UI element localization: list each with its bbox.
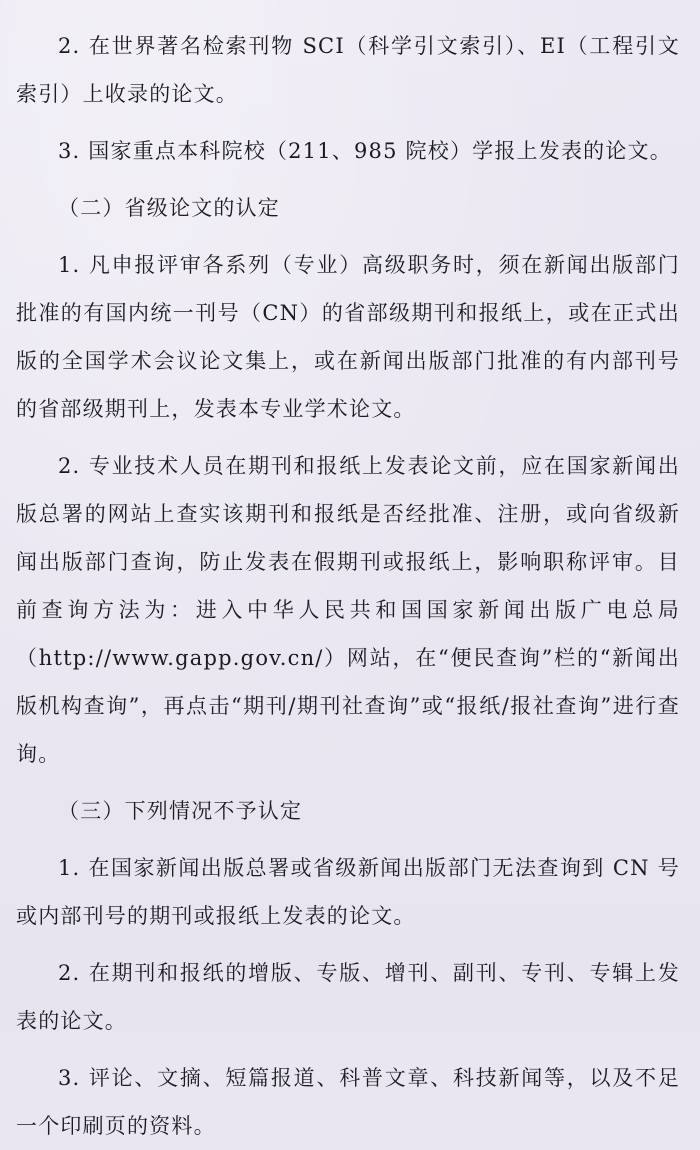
paragraph-senior-title-requirements: 1. 凡申报评审各系列（专业）高级职务时，须在新闻出版部门批准的有国内统一刊号（CN）的省部级期刊和报纸上，或在正式出版的全国学术会议论文集上，或在新闻出版部门批准的有内部刊号的省部级期刊上，发表本专业学术论文。 [16,253,680,421]
section-heading-not-recognized: （三）下列情况不予认定 [58,799,303,823]
paragraph-supplements: 2. 在期刊和报纸的增版、专版、增刊、副刊、专刊、专辑上发表的论文。 [16,961,680,1033]
paragraph-no-cn-number: 1. 在国家新闻出版总署或省级新闻出版部门无法查询到 CN 号或内部刊号的期刊或报纸上发表的论文。 [16,856,680,928]
paragraph-key-universities: 3. 国家重点本科院校（211、985 院校）学报上发表的论文。 [58,139,672,163]
paragraph-verification-method: 2. 专业技术人员在期刊和报纸上发表论文前，应在国家新闻出版总署的网站上查实该期刊和报纸是否经批准、注册，或向省级新闻出版部门查询，防止发表在假期刊或报纸上，影响职称评审。目前查询方法为：进入中华人民共和国国家新闻出版广电总局（http://www.gapp.gov.cn/）网站，在“便民查询”栏的“新闻出版机构查询”，再点击“期刊/期刊社查询”或“报纸/报社查询”进行查询。 [16,454,680,766]
section-heading-provincial: （二）省级论文的认定 [58,196,280,220]
paragraph-short-materials: 3. 评论、文摘、短篇报道、科普文章、科技新闻等，以及不足一个印刷页的资料。 [16,1066,680,1138]
paragraph-sci-ei: 2. 在世界著名检索刊物 SCI（科学引文索引）、EI（工程引文索引）上收录的论文。 [16,34,680,106]
